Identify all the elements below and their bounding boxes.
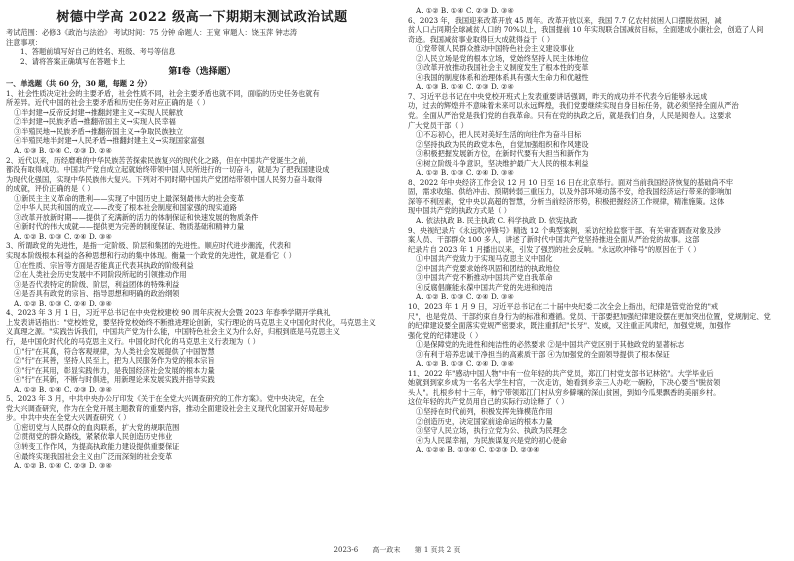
choice-statement: ①"行"在其真，符合客观规律，为人类社会发展提供了中国智慧 <box>14 346 215 356</box>
choice-statement: ③坚守人民立场，执行立党为公、执政为民理念 <box>416 426 567 436</box>
exam-title: 树德中学高 2022 级高一下期期末测试政治试题 <box>56 10 348 25</box>
question-stem: 1、答题前填写好自己的姓名、班级、考号等信息 <box>20 47 176 57</box>
question-stem: 7、习近平总书记在中央党校开班式上发表重要讲话强调，昨天的成功并不代表今后能够永远成 <box>408 91 708 101</box>
choice-statement: ②中国共产党要求始终巩固和团结的执政地位 <box>416 263 560 273</box>
answer-options: A. ①③ B. ①④ C. ②③ D. ②④ <box>14 146 112 156</box>
text-line: 的纪律建设要全面落实党规严密要求，既注重抓纪"长牙"、发威，又注重正风肃纪，加强党规，加强作 <box>408 321 731 331</box>
text-line: 所差异。近代中国的社会主要矛盾和历史任务对应正确的是（ ） <box>6 98 210 108</box>
choice-statement: ③有利于培养忠诚干净担当的高素质干部 ④为加强党的全面领导提供了根本保证 <box>416 349 670 359</box>
choice-statement: ②"行"在其善，坚持人民至上，把为人民服务作为党的根本宗旨 <box>14 356 215 366</box>
left-column <box>6 4 398 471</box>
text-line: 考试范围：必修3《政治与法治》 考试时间：75 分钟 命题人：王宽 审题人：饶玉萍 钟志涛 <box>6 28 298 37</box>
text-line: 强化党的纪律建设（ ） <box>408 330 483 340</box>
text-line: 奇迹。我国减贫事业取得巨大成就得益于（ ） <box>408 34 555 44</box>
question-stem: 2、请将答案正确填写在答题卡上 <box>20 56 126 66</box>
text-line: 功，过去的辉煌并不意味着未来可以永远辉煌，我们党要继续实现自身目标任务，就必须坚持全面从严治 <box>408 101 739 111</box>
choice-statement: ③改革开放推动我国社会主义制度发生了根本性的变革 <box>416 63 589 73</box>
choice-statement: ②人民立场是党的根本立场，党始终坚持人民主体地位 <box>416 53 589 63</box>
section-title: 第Ⅰ卷（选择题） <box>168 67 236 78</box>
answer-options: A. ①② B. ①③ C. ②④ D. ③④ <box>14 298 112 308</box>
text-line: 实现本阶级根本利益的各种思想和行动的集中体现。衡量一个政党的先进性，就是看它（ ） <box>6 251 296 261</box>
question-stem: 3、所谓政党的先进性，是指一定阶级、阶层和集团的先进性。顺应时代进步潮流，代表和 <box>6 241 291 251</box>
text-line: 党大兴调查研究，作为在全党开展主题教育的重要内容，推动全面建设社会主义现代化国家开好局起步 <box>6 403 330 413</box>
choice-statement: ④为人民谋幸福，为民族谋复兴是党的初心使命 <box>416 435 567 445</box>
choice-statement: ①坚持在时代前列，积极发挥先锋模范作用 <box>416 406 553 416</box>
choice-statement: ③中国共产党不断推动中国共产党自我革命 <box>416 273 553 283</box>
question-stem: 10、2023 年 1 月 9 日，习近平总书记在二十届中央纪委二次全会上指出，纪律是管党治党的"戒 <box>408 301 719 311</box>
question-stem: 2、近代以来，历经磨难的中华民族苦苦探索民族复兴的现代化之路，但在中国共产党诞生之前， <box>6 155 313 165</box>
choice-statement: ④半殖民地半封建→人民矛盾→推翻封建主义→实现国家富强 <box>14 136 205 146</box>
choice-statement: ②中华人民共和国的成立——改变了根本社会制度和国家强的现实道路 <box>14 203 237 213</box>
section-heading: 一、单选题（共 60 分，30 题，每题 2 分） <box>6 79 152 89</box>
text-line: 这位年轻的共产党员用自己的实际行动诠释了（ ） <box>408 397 569 407</box>
choice-statement: ④树立阶级斗争意识，坚决维护最广大人民的根本利益 <box>416 158 589 168</box>
choice-statement: ③转变工作作风，为提高执政能力建设提供重要保证 <box>14 441 180 451</box>
text-line: 现中国共产党的执政方式是（ ） <box>408 206 511 216</box>
page-footer <box>0 545 794 555</box>
text-line: 头人"。扎根乡村十三年，柿宁带领郑江门村从穷乡僻壤的深山贫困，到如今瓜果飘香的美丽乡村。 <box>408 387 721 397</box>
text-line: 都没有取得成功。中国共产党自成立起就始终带领中国人民所进行的一切奋斗，就是为了把我国建设成 <box>6 165 330 175</box>
answer-options: A. ①②④ B. ①③④ C. ①②③ D. ②③④ <box>416 445 540 455</box>
text-line: 尺"，也是党员、干部约束自身行为的标准和遵循。党员、干部要把加强纪律建设摆在更加突出位置，党规制定、党 <box>408 311 771 321</box>
text-line: 深等不利因素，党中央以高超的智慧，分析当前经济形势，积极把握经济工作规律，精准施策。这体 <box>408 196 725 206</box>
choice-statement: ②创造历史，决定国家前途命运的根本力量 <box>416 416 553 426</box>
choice-statement: ②半封建→民族矛盾→推翻帝国主义→实现人民幸福 <box>14 117 176 127</box>
answer-options: A. ①② B. ①③ C. ②④ D. ③④ <box>14 231 112 241</box>
text-line: 义真理之源。"实践告诉我们，中国共产党为什么能，中国特色社会主义为什么好，归根到底是马克思主义 <box>6 327 340 337</box>
choice-statement: ①半封建→反帝反封建→推翻封建主义→实现人民解放 <box>14 107 184 117</box>
question-stem: 11、2022 年"感动中国人物"中有一位年轻的共产党员，郑江门村党支部书记林铭"。大学毕业后 <box>408 368 714 378</box>
text-line: 党。全面从严治党是我们党的自我革命。只有在党的执政之后，就是我们自身，人民是阅卷人。这要求 <box>408 111 732 121</box>
text-line: 案人员、干部群众 100 多人，讲述了新时代中国共产党坚持推进全面从严治党的故事。这部 <box>408 235 700 245</box>
choice-statement: ④反腐倡廉能永葆中国共产党的先进和纯洁 <box>416 282 553 292</box>
text-line: 纪录片自 2023 年 1 月播出以来，引发了强烈的社会反响。"永远吹冲锋号"的原因在于（ ） <box>408 244 701 254</box>
footer-date: 2023-6 <box>333 546 359 554</box>
choice-statement: ②在人类社会历史发展中不同阶段所起的引领推动作用 <box>14 270 187 280</box>
text-line: 固，需求收缩、供给冲击、预期转弱三重压力，以及外部环境动荡不安，给我国经济运行带来的影响加 <box>408 187 732 197</box>
question-stem: 6、2023 年，我国迎来改革开放 45 周年。改革开放以来，我国 7.7 亿农村贫困人口摆脱贫困，减 <box>408 15 722 25</box>
text-line: 步。中共中央在全党大兴调查研究（ ） <box>6 413 131 423</box>
choice-statement: ③"行"在其用，彰显实践伟力，是我国经济社会发展的根本力量 <box>14 365 215 375</box>
text-line: 上发表讲话指出："党校姓党，要坚持党校始终不断推进理论创新，实行理论的马克思主义中国化时代化，马克思主义 <box>6 317 376 327</box>
choice-statement: ③半殖民地→民族矛盾→推翻帝国主义→争取民族独立 <box>14 126 184 136</box>
answer-options: A. ①② B. ①④ C. ②③ D. ③④ <box>14 384 112 394</box>
choice-statement: ②坚持执政为民的政党本色，自觉加强组织和作风建设 <box>416 139 589 149</box>
choice-statement: ①密切党与人民群众的血肉联系，扩大党的规职范围 <box>14 422 180 432</box>
choice-statement: ③积极把握发展新方位，在新时代要有大担当和新作为 <box>416 149 589 159</box>
answer-options: A. 依法执政 B. 民主执政 C. 科学执政 D. 依宪执政 <box>416 216 578 226</box>
choice-statement: ④"行"在其新，不断与时俱进，用新理论来发展实践并指导实践 <box>14 375 215 385</box>
footer-page-number: 第 1 页共 2 页 <box>414 546 461 554</box>
choice-statement: ①在性质、宗旨等方面是否能真正代表其执政的阶级利益 <box>14 260 194 270</box>
text-line: 她就到到家乡成为一名名大学生村官，一次走访，她看到乡亲三人办吃一碗粉，下决心要当"脱贫领 <box>408 378 721 388</box>
choice-statement: ④最终实现我国社会主义由广泛而深刻的社会变革 <box>14 451 173 461</box>
answer-options: A. ①③ B. ①④ C. ②③ D. ②④ <box>416 82 514 92</box>
right-column <box>408 6 788 455</box>
answer-options: A. ①② B. ①④ C. ②③ D. ③④ <box>416 6 514 15</box>
answer-options: A. ①② B. ①③ C. ②④ D. ③④ <box>416 168 514 178</box>
choice-statement: ①新民主主义革命的胜利——实现了中国历史上最深刻最伟大的社会变革 <box>14 193 245 203</box>
choice-statement: ④新时代的伟大成就——提供更为完善的制度保证、物质基础和精神力量 <box>14 222 245 232</box>
footer-subject: 高一政末 <box>372 546 401 554</box>
choice-statement: ④是否具有政党的宗旨、指导思想和明确的政治纲领 <box>14 289 180 299</box>
question-stem: 9、央视纪录片《永远吹冲锋号》精选 12 个典型案例，采访纪检监察干部、有关审查调查对象及涉 <box>408 225 721 235</box>
choice-statement: ③是否代表特定的阶级、阶层，利益团体的特殊利益 <box>14 279 180 289</box>
text-line: 的成就，评价正确的是（ ） <box>6 184 95 194</box>
answer-options: A. ①② B. ①③ C. ②④ D. ③④ <box>416 292 514 302</box>
text-line: 注意事项： <box>6 37 42 47</box>
question-stem: 8、2022 年中央经济工作会议 12 月 10 日至 16 日在北京举行。面对当前我国经济恢复的基础尚不牢 <box>408 177 734 187</box>
text-line: 行，是中国化时代化的马克思主义行。中国化时代化的马克思主义行表现为（ ） <box>6 336 260 346</box>
choice-statement: ④我国的制度体系和治理体系具有强大生命力和优越性 <box>416 72 589 82</box>
choice-statement: ②贯彻党的群众路线，紧紧依靠人民创造历史伟业 <box>14 432 173 442</box>
question-stem: 1、社会性质决定社会的主要矛盾，社会性质不同，社会主要矛盾也就不同，面临的历史任务也就有 <box>6 88 320 98</box>
question-stem: 4、2023 年 3 月 1 日，习近平总书记在中央党校建校 90 周年庆祝大会暨 2023 年春季学期开学典礼 <box>6 308 331 318</box>
text-line: 贫人口占同期全球减贫人口的 70%以上，我国提前 10 年实现联合国减贫目标，全面建成小康社会，创造了人间 <box>408 25 764 35</box>
text-line: 为现代化强国，实现中华民族伟大复兴。下列对不同时期中国共产党团结带领中国人民努力奋斗取得 <box>6 174 323 184</box>
question-stem: 5、2023 年 3 月，中共中央办公厅印发《关于在全党大兴调查研究的工作方案》。党中央决定，在全 <box>6 394 325 404</box>
choice-statement: ①中国共产党致力于实现马克思主义中国化 <box>416 254 553 264</box>
answer-options: A. ①② B. ①③ C. ②④ D. ③④ <box>416 359 514 369</box>
choice-statement: ①党带领人民群众推动中国特色社会主义建设事业 <box>416 44 575 54</box>
choice-statement: ①不忘初心，把人民对美好生活的向往作为奋斗目标 <box>416 130 582 140</box>
answer-options: A. ①② B. ①④ C. ②③ D. ③④ <box>14 461 112 471</box>
choice-statement: ①是保障党的先进性和纯洁性的必然要求 ②是中国共产党区别于其他政党的显著标志 <box>416 340 685 350</box>
text-line: 广大党员干部（ ） <box>408 120 468 130</box>
choice-statement: ③改革开放新时期——提供了充满新的活力的体制保证和快速发展的物质条件 <box>14 212 259 222</box>
